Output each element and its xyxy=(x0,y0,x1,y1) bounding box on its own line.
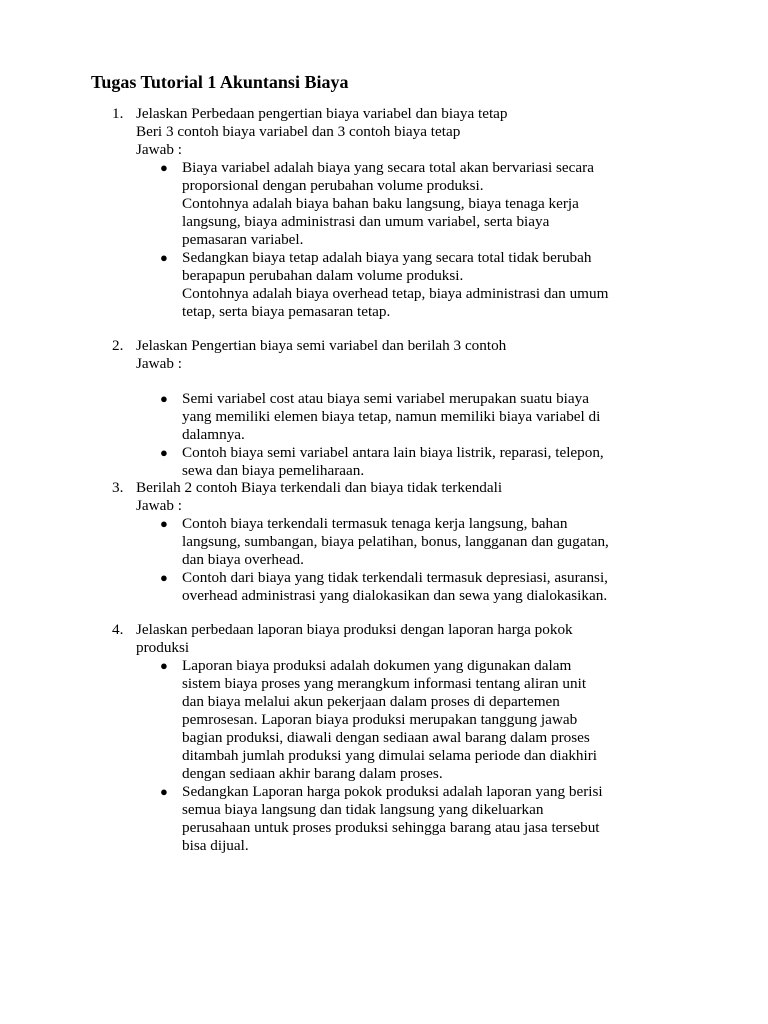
answer-line: ditambah jumlah produksi yang dimulai selama periode dan diakhiri xyxy=(182,747,598,764)
question-prompt-line: Berilah 2 contoh Biaya terkendali dan biaya tidak terkendali xyxy=(136,479,503,496)
question-prompt-line: Beri 3 contoh biaya variabel dan 3 contoh biaya tetap xyxy=(136,123,461,140)
answer-line: Contohnya adalah biaya bahan baku langsung, biaya tenaga kerja xyxy=(182,195,579,212)
answer-line: Contoh biaya terkendali termasuk tenaga kerja langsung, bahan xyxy=(182,515,568,532)
question-number: 3. xyxy=(112,479,124,496)
bullet-icon: ● xyxy=(160,250,168,265)
answer-item xyxy=(160,783,716,855)
bullet-icon: ● xyxy=(160,658,168,673)
answer-line: yang memiliki elemen biaya tetap, namun memiliki biaya variabel di xyxy=(182,408,601,425)
answer-item xyxy=(160,249,692,321)
answer-line: bisa dijual. xyxy=(182,837,249,854)
answer-line: tetap, serta biaya pemasaran tetap. xyxy=(182,303,391,320)
question-list xyxy=(112,105,692,854)
answer-line: Sedangkan Laporan harga pokok produksi adalah laporan yang berisi xyxy=(182,783,603,800)
answer-line: semua biaya langsung dan tidak langsung yang dikeluarkan xyxy=(182,801,544,818)
answer-item xyxy=(160,390,716,444)
bullet-icon: ● xyxy=(160,445,168,460)
question-2 xyxy=(112,337,716,480)
bullet-icon: ● xyxy=(160,160,168,175)
answer-line: langsung, sumbangan, biaya pelatihan, bonus, langganan dan gugatan, xyxy=(182,533,609,550)
answer-line: overhead administrasi yang dialokasikan dan sewa yang dialokasikan. xyxy=(182,587,608,604)
answer-line: pemrosesan. Laporan biaya produksi merupakan tanggung jawab xyxy=(182,711,578,728)
answer-line: berapapun perubahan dalam volume produksi. xyxy=(182,267,464,284)
answer-label: Jawab : xyxy=(136,355,182,372)
bullet-icon: ● xyxy=(160,391,168,406)
question-prompt-line: Jelaskan perbedaan laporan biaya produksi dengan laporan harga pokok xyxy=(136,621,573,638)
question-number: 1. xyxy=(112,105,124,122)
answer-line: proporsional dengan perubahan volume produksi. xyxy=(182,177,484,194)
answer-label: Jawab : xyxy=(136,141,182,158)
answer-item xyxy=(160,657,716,783)
answer-label: Jawab : xyxy=(136,497,182,514)
answer-line: Biaya variabel adalah biaya yang secara total akan bervariasi secara xyxy=(182,159,594,176)
answer-line: Contohnya adalah biaya overhead tetap, biaya administrasi dan umum xyxy=(182,285,609,302)
question-3 xyxy=(112,479,716,605)
document-title: Tugas Tutorial 1 Akuntansi Biaya xyxy=(91,72,349,92)
answer-line: Laporan biaya produksi adalah dokumen yang digunakan dalam xyxy=(182,657,572,674)
answer-list xyxy=(136,657,716,855)
bullet-icon: ● xyxy=(160,784,168,799)
answer-line: Semi variabel cost atau biaya semi variabel merupakan suatu biaya xyxy=(182,390,589,407)
question-number: 4. xyxy=(112,621,124,638)
answer-item xyxy=(160,159,692,249)
bullet-icon: ● xyxy=(160,516,168,531)
answer-line: Sedangkan biaya tetap adalah biaya yang secara total tidak berubah xyxy=(182,249,592,266)
bullet-icon: ● xyxy=(160,570,168,585)
answer-line: langsung, biaya administrasi dan umum variabel, serta biaya xyxy=(182,213,550,230)
answer-line: dengan sediaan akhir barang dalam proses. xyxy=(182,765,443,782)
answer-list xyxy=(136,390,716,480)
answer-line: Contoh dari biaya yang tidak terkendali termasuk depresiasi, asuransi, xyxy=(182,569,608,586)
answer-item xyxy=(160,569,716,605)
answer-line: perusahaan untuk proses produksi sehingga barang atau jasa tersebut xyxy=(182,819,600,836)
question-number: 2. xyxy=(112,337,124,354)
question-prompt-line: produksi xyxy=(136,639,190,656)
question-prompt-line: Jelaskan Perbedaan pengertian biaya variabel dan biaya tetap xyxy=(136,105,508,122)
answer-line: sewa dan biaya pemeliharaan. xyxy=(182,462,365,479)
question-prompt-line: Jelaskan Pengertian biaya semi variabel dan berilah 3 contoh xyxy=(136,337,507,354)
answer-line: pemasaran variabel. xyxy=(182,231,304,248)
answer-line: dan biaya overhead. xyxy=(182,551,304,568)
answer-list xyxy=(136,159,692,321)
question-4 xyxy=(112,621,716,855)
answer-list xyxy=(136,515,716,605)
answer-item xyxy=(160,515,716,569)
answer-line: Contoh biaya semi variabel antara lain biaya listrik, reparasi, telepon, xyxy=(182,444,604,461)
answer-item xyxy=(160,444,716,480)
answer-line: dan biaya melalui akun pekerjaan dalam proses di departemen xyxy=(182,693,560,710)
answer-line: bagian produksi, diawali dengan sediaan awal barang dalam proses xyxy=(182,729,590,746)
answer-line: sistem biaya proses yang merangkum informasi tentang aliran unit xyxy=(182,675,587,692)
answer-line: dalamnya. xyxy=(182,426,245,443)
question-1 xyxy=(112,105,692,321)
